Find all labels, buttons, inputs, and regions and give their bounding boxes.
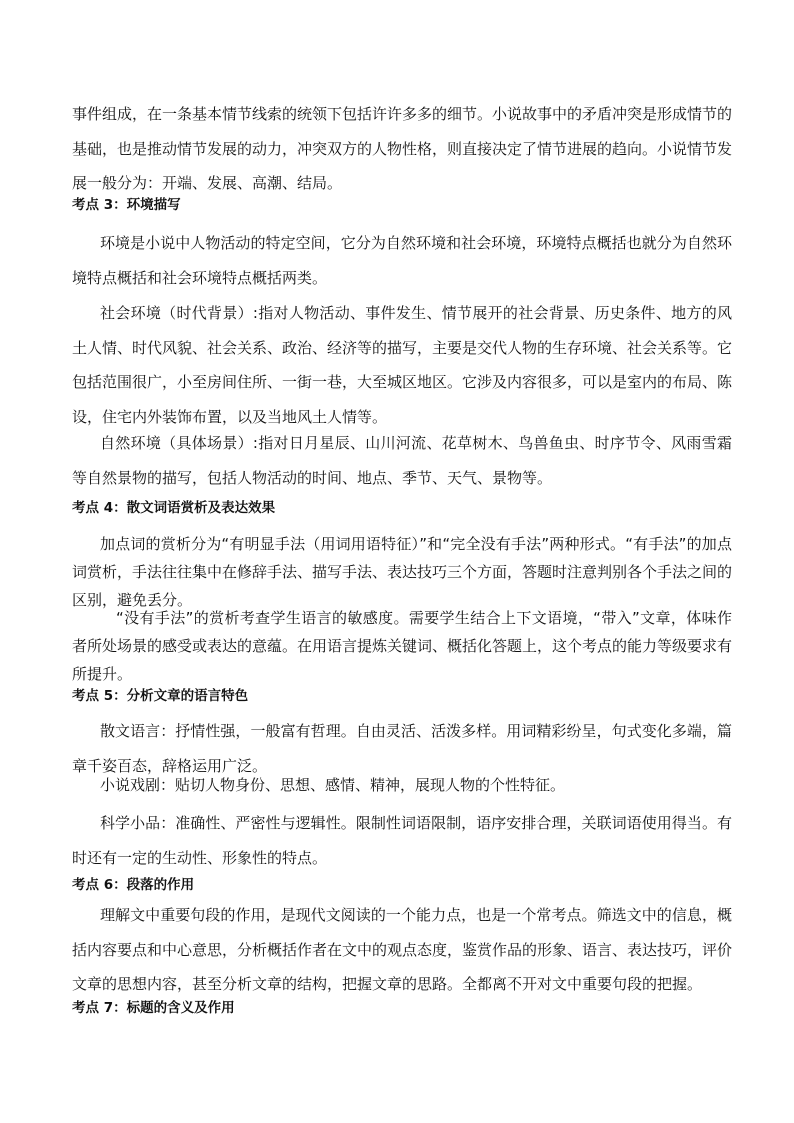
- paragraph-prose-language: 散文语言：抒情性强，一般富有哲理。自由灵活、活泼多样。用词精彩纷呈，句式变化多端，篇章千姿百态，辞格运用广泛。: [72, 722, 732, 775]
- paragraph-fiction-drama: 小说戏剧：贴切人物身份、思想、感情、精神，展现人物的个性特征。: [100, 776, 566, 794]
- heading-point-7: 考点 7：标题的含义及作用: [72, 1000, 235, 1016]
- heading-point-4: 考点 4：散文词语赏析及表达效果: [72, 500, 276, 516]
- paragraph-science-essay: 科学小品：准确性、严密性与逻辑性。限制性词语限制，语序安排合理，关联词语使用得当。有时还有一定的生动性、形象性的特点。: [72, 814, 732, 867]
- paragraph-no-technique: “没有手法”的赏析考查学生语言的敏感度。需要学生结合上下文语境，“带入”文章，体味作者所处场景的感受或表达的意蕴。在用语言提炼关键词、概括化答题上，这个考点的能力等级要求有所提升。: [72, 609, 733, 683]
- heading-point-3: 考点 3：环境描写: [72, 197, 181, 213]
- heading-point-6: 考点 6：段落的作用: [72, 877, 195, 893]
- paragraph-dotted-words: 加点词的赏析分为“有明显手法（用词用语特征）”和“完全没有手法”两种形式。“有手法”的加点词赏析，手法往往集中在修辞手法、描写手法、表达技巧三个方面，答题时注意判别各个手法之间的区别，避免丢分。: [72, 535, 733, 609]
- paragraph-environment-intro: 环境是小说中人物活动的特定空间，它分为自然环境和社会环境，环境特点概括也就分为自然环境特点概括和社会环境特点概括两类。: [72, 234, 732, 287]
- paragraph-plot: 事件组成，在一条基本情节线索的统领下包括许许多多的细节。小说故事中的矛盾冲突是形成情节的基础，也是推动情节发展的动力，冲突双方的人物性格，则直接决定了情节进展的趋向。小说情节发展一般分为：开端、发展、高潮、结局。: [72, 105, 733, 192]
- paragraph-paragraph-function: 理解文中重要句段的作用，是现代文阅读的一个能力点，也是一个常考点。筛选文中的信息，概括内容要点和中心意思，分析概括作者在文中的观点态度，鉴赏作品的形象、语言、表达技巧，评价文章的思想内容，甚至分析文章的结构，把握文章的思路。全都离不开对文中重要句段的把握。: [72, 906, 733, 993]
- paragraph-social-environment: 社会环境（时代背景）:指对人物活动、事件发生、情节展开的社会背景、历史条件、地方的风土人情、时代风貌、社会关系、政治、经济等的描写，主要是交代人物的生存环境、社会关系等。它包括范围很广，小至房间住所、一街一巷，大至城区地区。它涉及内容很多，可以是室内的布局、陈设，住宅内外装饰布置，以及当地风土人情等。: [72, 304, 733, 426]
- heading-point-5: 考点 5：分析文章的语言特色: [72, 688, 249, 704]
- paragraph-natural-environment: 自然环境（具体场景）:指对日月星辰、山川河流、花草树木、鸟兽鱼虫、时序节令、风雨雪霜等自然景物的描写，包括人物活动的时间、地点、季节、天气、景物等。: [72, 434, 732, 487]
